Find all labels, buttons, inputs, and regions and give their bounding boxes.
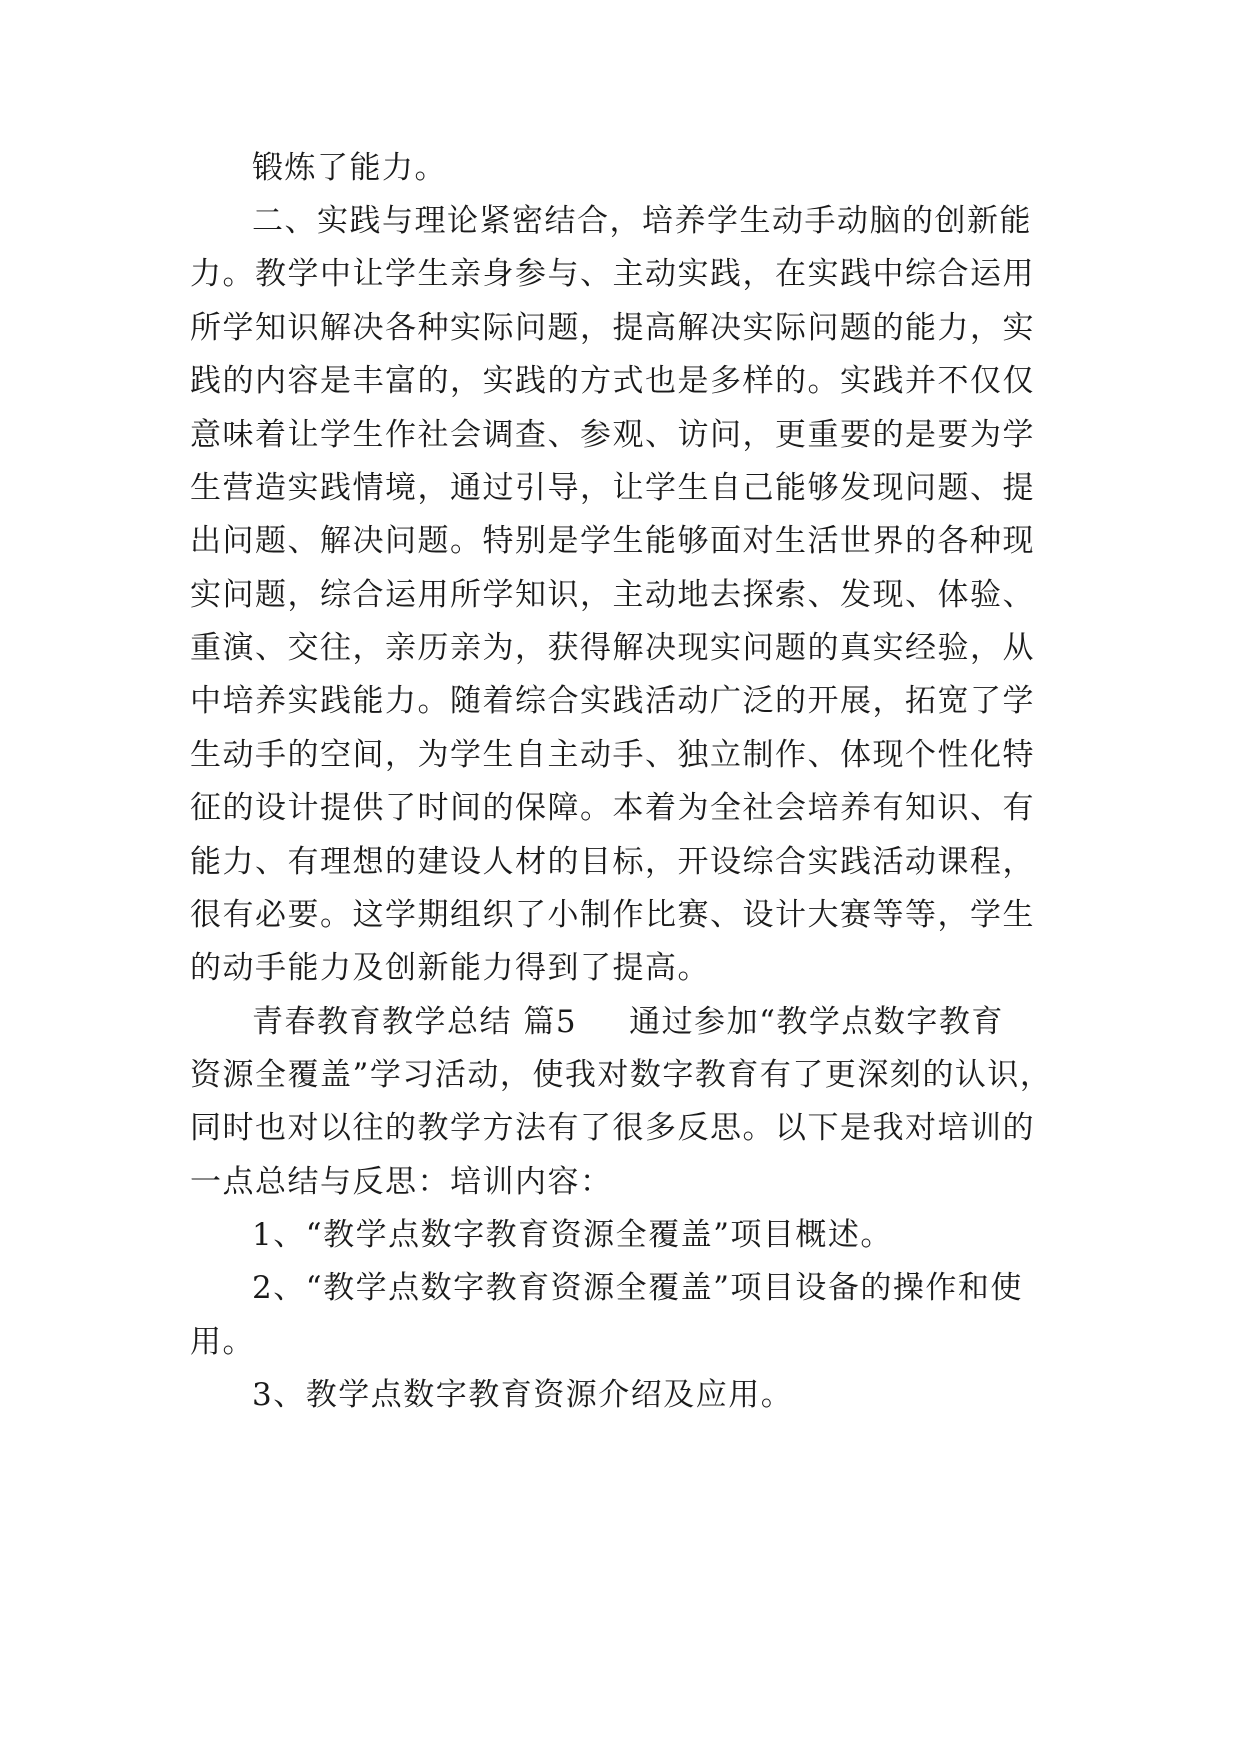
text-line: 意味着让学生作社会调查、参观、访问，更重要的是要为学 [190, 417, 1035, 453]
text-line: 重演、交往，亲历亲为，获得解决现实问题的真实经验，从 [190, 630, 1035, 666]
text-line: 践的内容是丰富的，实践的方式也是多样的。实践并不仅仅 [190, 363, 1035, 399]
text-line: 力。教学中让学生亲身参与、主动实践，在实践中综合运用 [190, 256, 1035, 292]
text-line: 能力、有理想的建设人材的目标，开设综合实践活动课程， [190, 844, 1035, 880]
text-line: 征的设计提供了时间的保障。本着为全社会培养有知识、有 [190, 790, 1035, 826]
text-line: 实问题，综合运用所学知识，主动地去探索、发现、体验、 [190, 577, 1035, 613]
text-line: 的动手能力及创新能力得到了提高。 [190, 950, 710, 986]
list-item: 2、“教学点数字教育资源全覆盖”项目设备的操作和使 [252, 1270, 1023, 1306]
text-line: 生动手的空间，为学生自主动手、独立制作、体现个性化特 [190, 737, 1035, 773]
section-title: 青春教育教学总结 篇5 [252, 1004, 578, 1040]
text-line: 出问题、解决问题。特别是学生能够面对生活世界的各种现 [190, 523, 1035, 559]
list-item: 1、“教学点数字教育资源全覆盖”项目概述。 [252, 1217, 893, 1253]
list-item-continuation: 用。 [190, 1324, 255, 1360]
text-line: 锻炼了能力。 [252, 150, 447, 186]
text-line: 同时也对以往的教学方法有了很多反思。以下是我对培训的 [190, 1110, 1035, 1146]
text-line: 生营造实践情境，通过引导，让学生自己能够发现问题、提 [190, 470, 1035, 506]
section-first-line: 通过参加“教学点数字教育 [629, 1004, 1004, 1040]
text-line: 很有必要。这学期组织了小制作比赛、设计大赛等等，学生 [190, 897, 1035, 933]
text-line: 中培养实践能力。随着综合实践活动广泛的开展，拓宽了学 [190, 683, 1035, 719]
text-line: 资源全覆盖”学习活动，使我对数字教育有了更深刻的认识， [190, 1057, 1053, 1093]
text-line: 一点总结与反思：培训内容： [190, 1164, 613, 1200]
text-line: 二、实践与理论紧密结合，培养学生动手动脑的创新能 [252, 203, 1032, 239]
list-item: 3、教学点数字教育资源介绍及应用。 [252, 1377, 794, 1413]
section-heading-line [252, 1002, 1092, 1042]
text-line: 所学知识解决各种实际问题，提高解决实际问题的能力，实 [190, 310, 1035, 346]
